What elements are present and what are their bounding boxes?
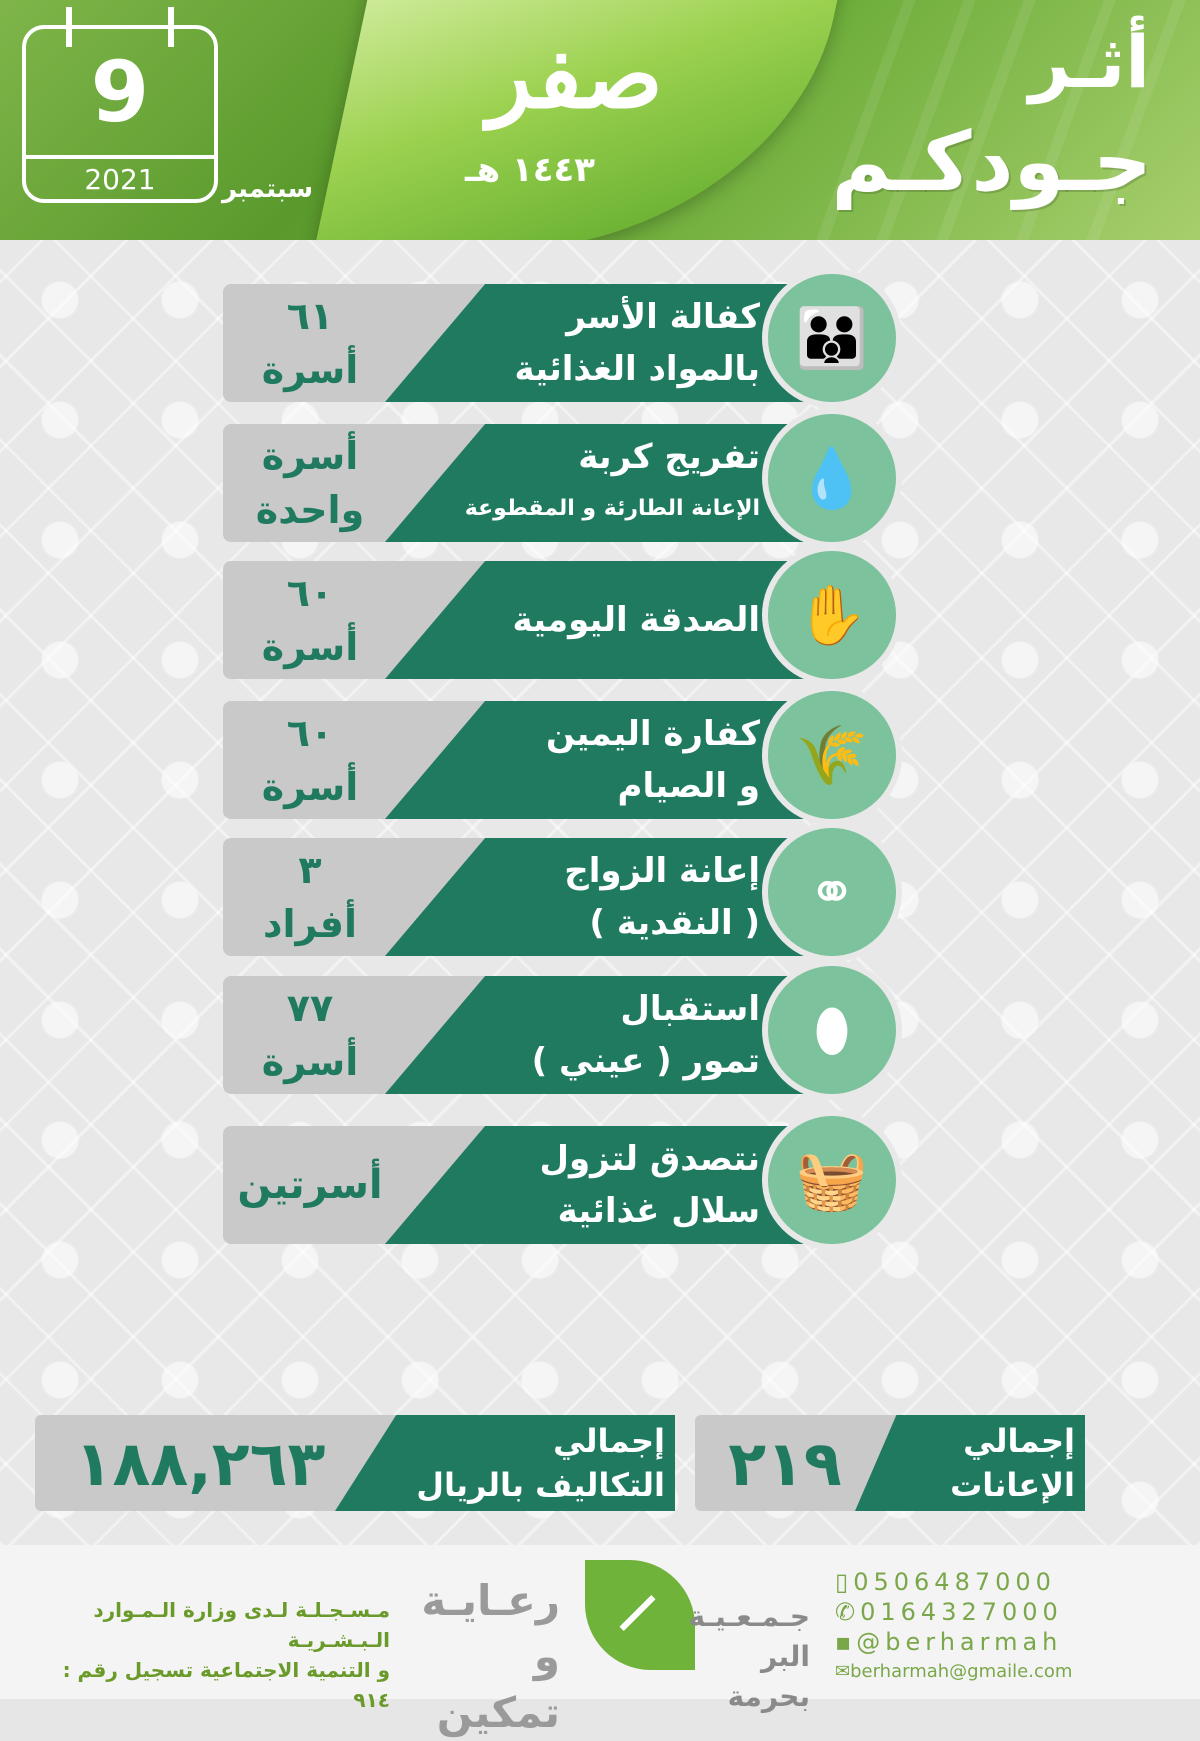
aid-value: [225, 424, 395, 542]
calendar-year: 2021: [84, 163, 156, 196]
registration-line-1: مـسـجـلـة لـدى وزارة الـمـوارد الـبـشـريـة: [93, 1598, 390, 1652]
aid-label-line: إعانة الزواج: [564, 851, 760, 891]
aid-row: [0, 685, 1200, 815]
aid-label: [430, 561, 760, 679]
aid-label: [430, 838, 760, 956]
aid-value-line: أسرتين: [237, 1162, 383, 1208]
date-fruit-icon: ⬮: [762, 960, 902, 1100]
total-cost-box: [35, 1415, 675, 1511]
family-hands-icon: 👪: [762, 268, 902, 408]
registration-text: [20, 1595, 390, 1715]
gregorian-month: سبتمبر: [222, 174, 314, 204]
phone-icon: ✆: [835, 1598, 861, 1626]
total-aid-box: [695, 1415, 1085, 1511]
total-cost-label-2: التكاليف بالريال: [416, 1466, 665, 1504]
aid-row: [0, 822, 1200, 952]
aid-label-line: ( النقدية ): [589, 903, 760, 943]
hand-money-icon: ✋: [762, 545, 902, 685]
footer: [0, 1545, 1200, 1737]
aid-label-line: و الصيام: [617, 766, 760, 806]
registration-line-2: و التنمية الاجتماعية تسجيل رقم : ٩١٤: [62, 1658, 390, 1712]
aid-label: [430, 976, 760, 1094]
aid-label: [430, 701, 760, 819]
aid-row: [0, 960, 1200, 1090]
aid-label: [430, 424, 760, 542]
total-aid-label-1: إجمالي: [963, 1422, 1075, 1460]
aid-label-line: بالمواد الغذائية: [514, 349, 760, 389]
aid-value-line: أسرة: [261, 765, 359, 809]
aid-value-line: ٦٠: [286, 711, 334, 755]
food-basket-icon: 🧺: [762, 1110, 902, 1250]
aid-label-line: كفالة الأسر: [566, 297, 760, 337]
aid-value-line: أسرة: [261, 434, 359, 478]
aid-value: [225, 701, 395, 819]
slogan-line-2: و تمكين: [436, 1632, 560, 1737]
slogan-line-1: رعـايـة: [421, 1576, 560, 1625]
aid-row: [0, 545, 1200, 675]
total-aid-label-2: الإعانات: [950, 1466, 1075, 1504]
org-line-2: البر بحرمة: [727, 1640, 810, 1713]
aid-label-line: الإعانة الطارئة و المقطوعة: [464, 496, 760, 521]
aid-value-line: أفراد: [262, 902, 358, 946]
calendar-icon: [22, 25, 218, 203]
aid-value-line: ٣: [298, 848, 322, 892]
calendar-day: 9: [90, 43, 150, 141]
hijri-year: ١٤٤٣ هـ: [464, 150, 596, 190]
header-banner: [0, 0, 1200, 240]
title-line-1: أثـر: [1028, 20, 1150, 104]
total-cost-label-1: إجمالي: [553, 1422, 665, 1460]
rings-icon: ⚭: [762, 822, 902, 962]
food-sack-icon: 🌾: [762, 685, 902, 825]
phone-2[interactable]: 0164327000: [860, 1598, 1063, 1626]
aid-value-line: ٧٧: [286, 986, 334, 1030]
aid-label-line: استقبال: [620, 989, 760, 1029]
aid-label-line: تمور ( عيني ): [531, 1041, 760, 1081]
aid-value: [225, 1126, 395, 1244]
hijri-month: صفر: [487, 21, 663, 129]
phone-1[interactable]: 0506487000: [853, 1568, 1056, 1596]
aid-row: [0, 408, 1200, 538]
aid-label-line: الصدقة اليومية: [512, 600, 760, 640]
title-line-2: جـودكـم: [831, 115, 1152, 210]
aid-row: [0, 1110, 1200, 1240]
total-aid-value: ٢١٩: [728, 1426, 842, 1500]
aid-label-line: نتصدق لتزول: [539, 1139, 760, 1179]
aid-value: [225, 561, 395, 679]
org-line-1: جـمـعـيـة: [688, 1600, 810, 1633]
aid-label: [430, 284, 760, 402]
aid-value-line: أسرة: [261, 1040, 359, 1084]
email[interactable]: berharmah@gmaile.com: [850, 1661, 1073, 1682]
total-cost-value: ١٨٨,٢٦٣: [74, 1426, 326, 1500]
aid-label-line: تفريج كربة: [578, 437, 760, 477]
social-icon: ▪: [835, 1628, 857, 1656]
aid-value-line: ٦١: [286, 294, 334, 338]
aid-value: [225, 976, 395, 1094]
aid-value-line: واحدة: [255, 488, 365, 532]
aid-value: [225, 284, 395, 402]
aid-value-line: أسرة: [261, 625, 359, 669]
contact-info: [835, 1567, 1195, 1687]
aid-value-line: أسرة: [261, 348, 359, 392]
organization-name: [670, 1597, 810, 1717]
water-drop-plant-icon: 💧: [762, 408, 902, 548]
aid-value-line: ٦٠: [286, 571, 334, 615]
aid-label-line: كفارة اليمين: [545, 714, 760, 754]
mobile-icon: ▯: [835, 1568, 854, 1596]
aid-row: [0, 268, 1200, 398]
aid-label: [430, 1126, 760, 1244]
aid-value: [225, 838, 395, 956]
aid-label-line: سلال غذائية: [557, 1191, 760, 1231]
slogan: [400, 1573, 560, 1741]
social-handle[interactable]: @berharmah: [856, 1628, 1063, 1656]
email-icon: ✉: [835, 1661, 851, 1682]
